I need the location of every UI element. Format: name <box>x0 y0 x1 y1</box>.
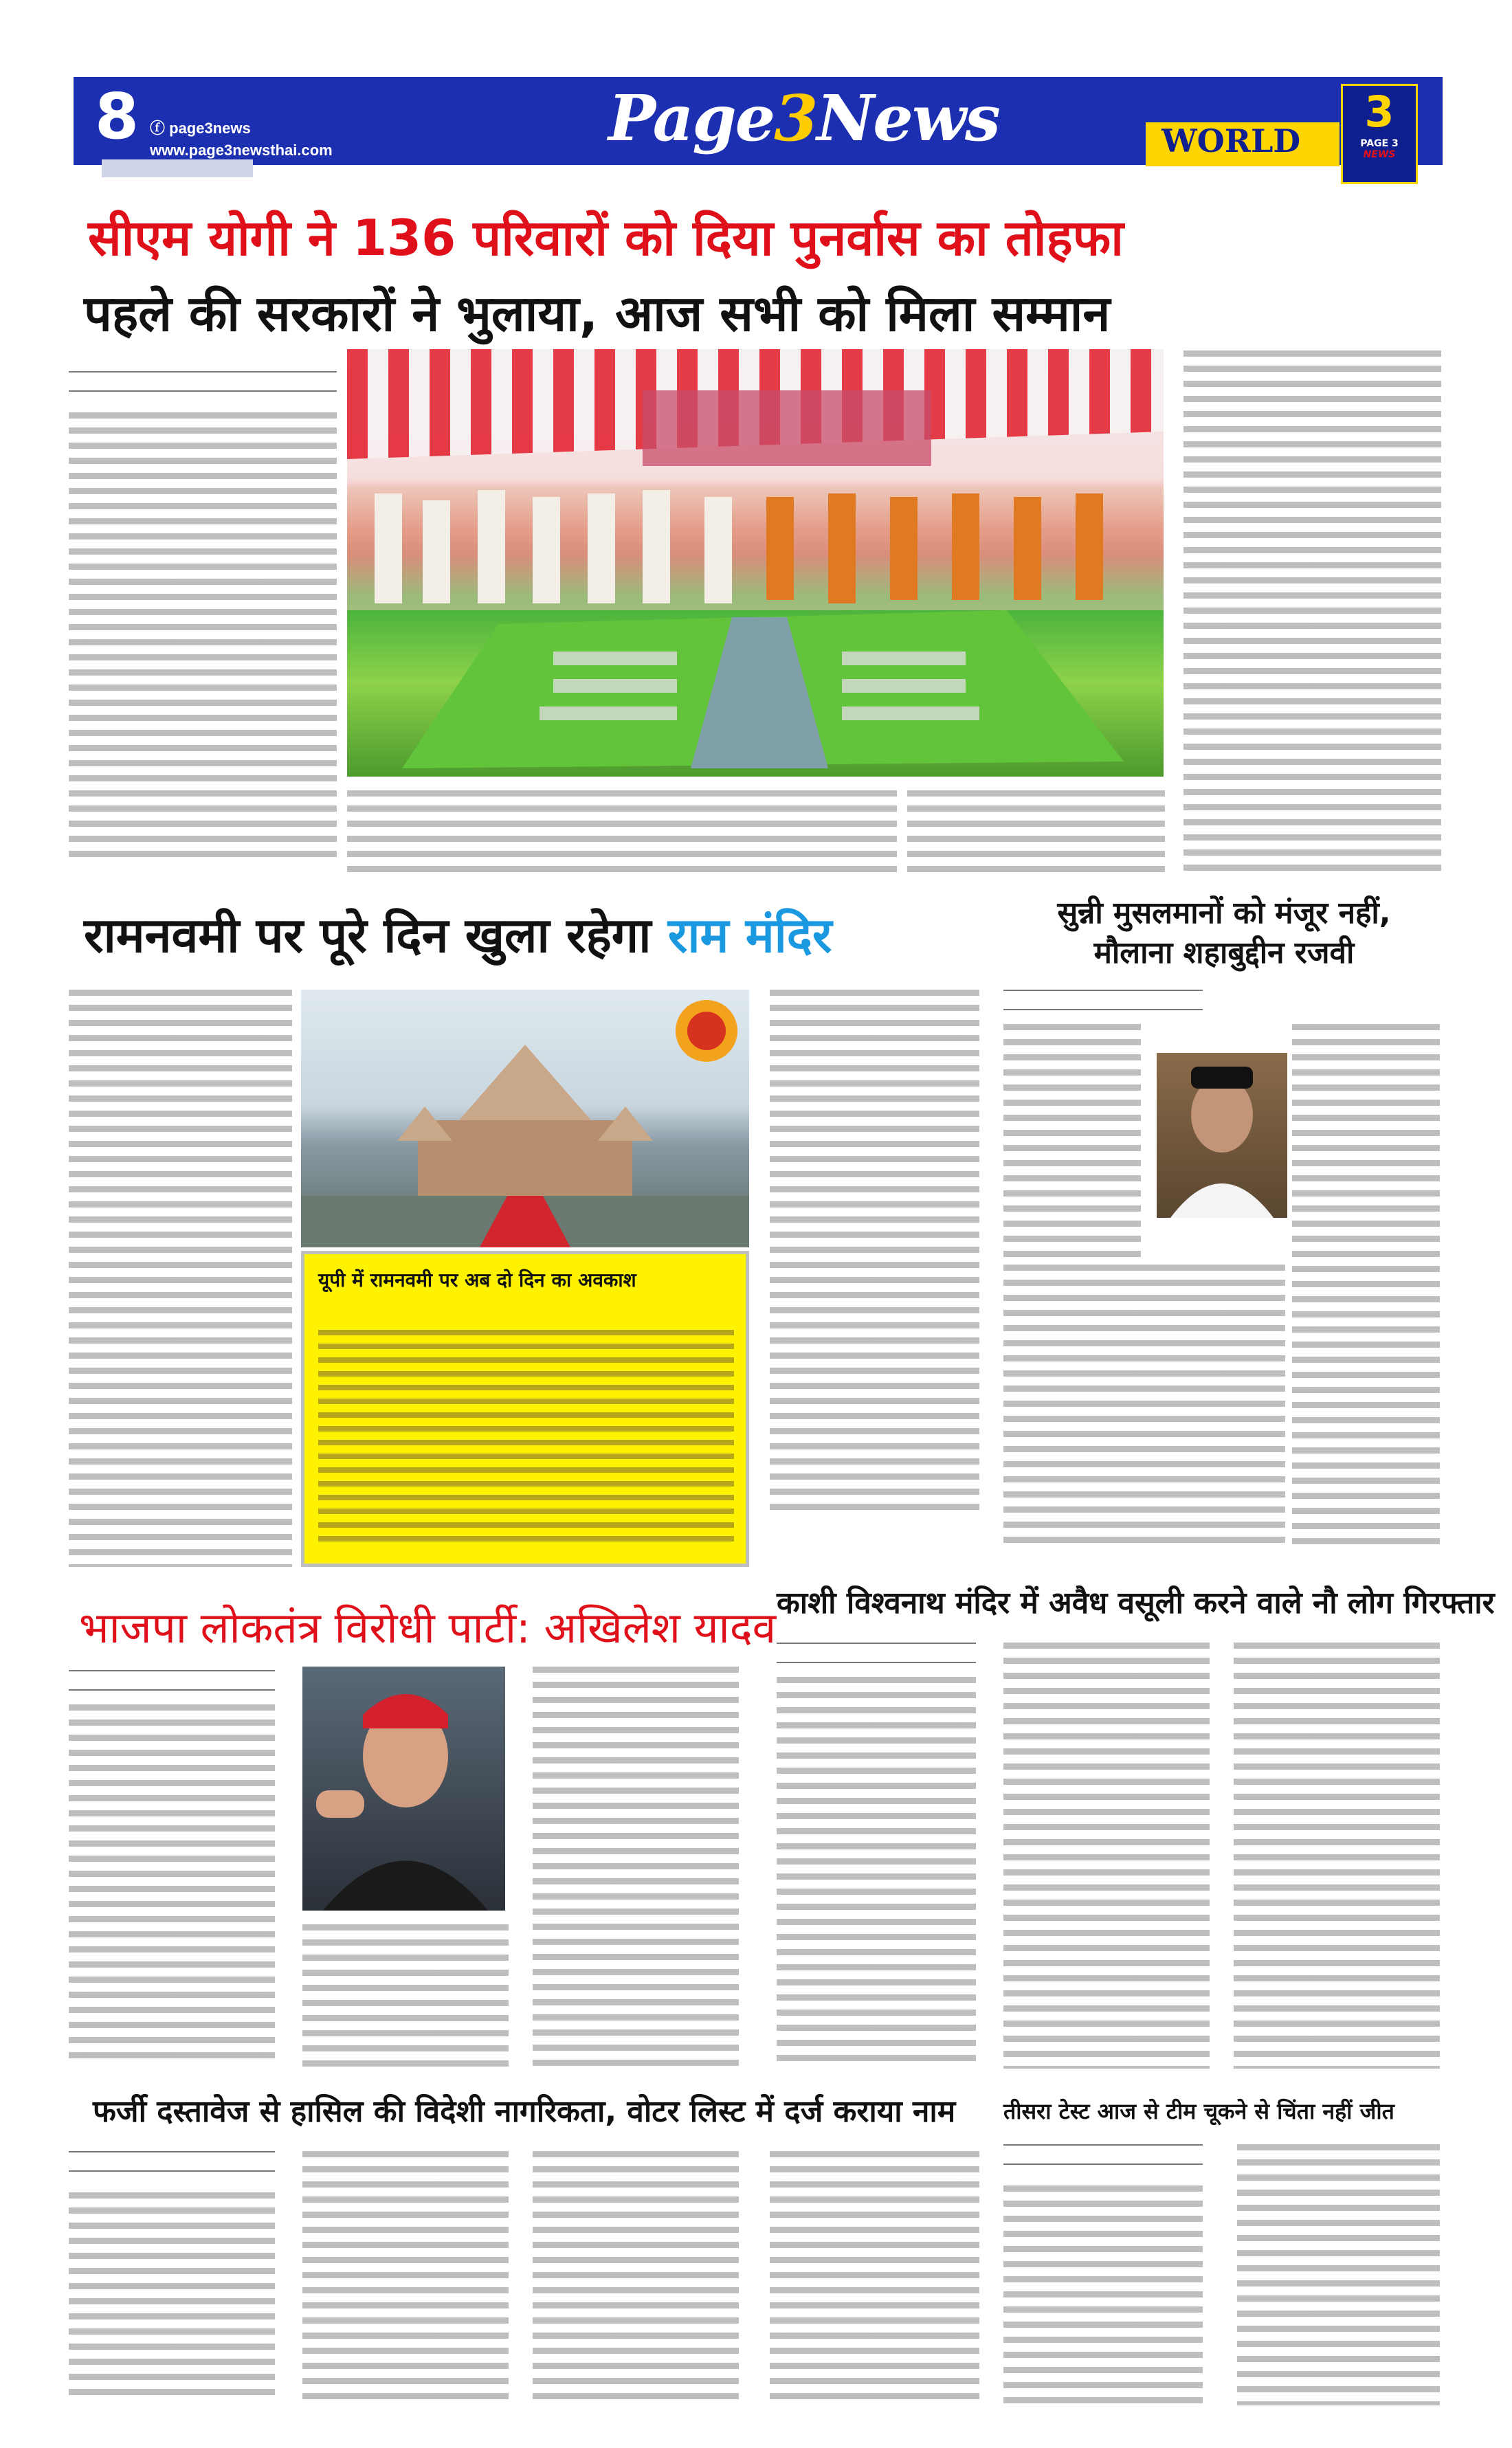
temple-illustration <box>301 990 749 1247</box>
byline <box>69 2151 275 2172</box>
section-label: WORLD <box>1161 122 1301 159</box>
facebook-icon: ⓕ <box>150 120 170 137</box>
story2-headline: रामनवमी पर पूरे दिन खुला रहेगा राम मंदिर <box>84 907 832 964</box>
article-text-column <box>302 2151 509 2405</box>
page-number: 8 <box>95 80 140 153</box>
byline <box>1003 2144 1203 2165</box>
social-handle: ⓕ page3news <box>150 120 251 137</box>
article-text-column <box>1237 2144 1440 2405</box>
maulana-photo <box>1157 1053 1287 1218</box>
article-text-column <box>533 1667 739 2072</box>
page3-logo: 3 PAGE 3 NEWS <box>1341 84 1418 184</box>
article-text-column <box>1003 1024 1141 1258</box>
byline <box>1003 990 1203 1010</box>
article-text-column <box>770 990 979 1519</box>
article-text-column <box>347 790 897 880</box>
story3-headline: सुन्नी मुसलमानों को मंजूर नहीं, मौलाना शहाबुद्दीन रजवी <box>1057 895 1391 970</box>
article-text-column <box>1003 1643 1210 2069</box>
article-text-column <box>1183 350 1441 873</box>
portrait <box>302 1667 505 1911</box>
article-text-column <box>1003 1265 1285 1546</box>
brand-logo: Page3News <box>608 81 999 155</box>
lead-photo-scene <box>347 349 1164 777</box>
article-text-column <box>69 990 292 1567</box>
article-text-column <box>777 1677 976 2069</box>
ram-mandir-photo <box>301 990 749 1247</box>
article-text-column <box>907 790 1165 880</box>
yellow-box-title: यूपी में रामनवमी पर अब दो दिन का अवकाश <box>318 1269 636 1291</box>
akhilesh-photo <box>302 1667 505 1911</box>
portrait <box>1157 1053 1287 1218</box>
story6-headline: फर्जी दस्तावेज से हासिल की विदेशी नागरिकता, वोटर लिस्ट में दर्ज कराया नाम <box>93 2094 956 2129</box>
article-text-column <box>69 412 337 859</box>
lead-photo <box>347 349 1164 777</box>
story4-headline: भाजपा लोकतंत्र विरोधी पार्टी: अखिलेश यादव <box>79 1603 777 1653</box>
article-text-column <box>1234 1643 1440 2069</box>
article-text-column <box>69 1704 275 2062</box>
yellow-box-text <box>318 1330 734 1550</box>
article-text-column <box>302 1924 509 2069</box>
article-text-column <box>1003 2185 1203 2405</box>
story7-headline: तीसरा टेस्ट आज से टीम चूकने से चिंता नहीं जीत <box>1003 2098 1394 2124</box>
website-url: www.page3newsthai.com <box>150 142 333 159</box>
article-text-column <box>69 2192 275 2399</box>
lead-headline: सीएम योगी ने 136 परिवारों को दिया पुनर्वास का तोहफा <box>88 209 1124 267</box>
article-text-column <box>1292 1024 1440 1546</box>
byline <box>69 371 337 392</box>
lead-subheadline: पहले की सरकारों ने भुलाया, आज सभी को मिला सम्मान <box>84 285 1111 342</box>
article-text-column <box>533 2151 739 2405</box>
story5-headline: काशी विश्वनाथ मंदिर में अवैध वसूली करने वाले नौ लोग गिरफ्तार <box>777 1585 1495 1621</box>
article-text-column <box>770 2151 979 2405</box>
byline <box>69 1670 275 1691</box>
yellow-box <box>301 1251 749 1567</box>
byline <box>777 1643 976 1663</box>
date-strip <box>102 159 253 177</box>
